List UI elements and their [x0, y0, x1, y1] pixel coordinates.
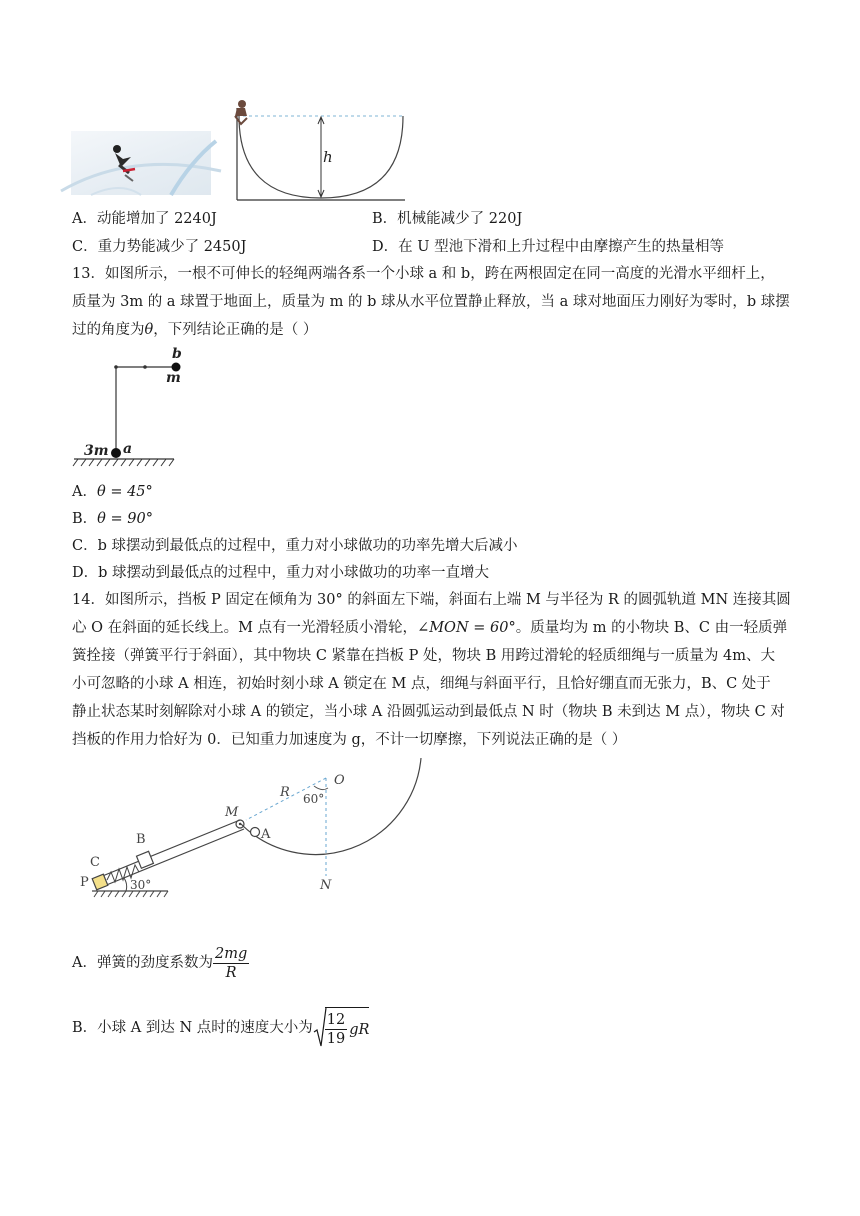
label-3m: 3m — [84, 443, 109, 459]
label-a: a — [123, 441, 133, 457]
q12-option-b: B．机械能减少了 220J — [372, 211, 523, 227]
label-B: B — [136, 832, 146, 847]
label-R: R — [280, 785, 290, 800]
fraction-2mg-over-R: $\frac{2mg}{R}$ — [214, 945, 248, 981]
snowboard-photo-art — [71, 131, 211, 195]
snowboard-photo — [71, 131, 211, 195]
q13-stem-line-1: 13．如图所示，一根不可伸长的轻绳两端各系一个小球 a 和 b，跨在两根固定在同一高度的光滑水平细杆上， — [72, 266, 775, 282]
q14-option-a: A．弹簧的劲度系数为 $\frac{2mg}{R}$ — [72, 945, 248, 981]
height-label: h — [323, 148, 333, 166]
q13-stem-line-3: 过的角度为θ，下列结论正确的是（ ） — [72, 322, 318, 338]
rope-pulley-diagram — [70, 345, 190, 467]
q14-stem-line-1: 14．如图所示，挡板 P 固定在倾角为 30° 的斜面左下端，斜面右上端 M 与半径为 R 的圆弧轨道 MN 连接其圆 — [72, 592, 791, 608]
q12-option-a: A．动能增加了 2240J — [72, 211, 217, 227]
q13-option-c: C．b 球摆动到最低点的过程中，重力对小球做功的功率先增大后减小 — [72, 538, 518, 554]
label-M: M — [225, 805, 239, 820]
label-angle: 60° — [303, 792, 325, 806]
q12-option-c: C．重力势能减少了 2450J — [72, 239, 247, 255]
label-P: P — [80, 875, 89, 890]
block-B — [137, 851, 154, 868]
label-incline-angle: 30° — [130, 878, 152, 892]
block-C — [92, 874, 108, 890]
theta-symbol: θ — [144, 322, 154, 338]
sqrt-expression: $\frac{12}{19}$ gR — [313, 1006, 370, 1050]
q14-stem-line-6: 挡板的作用力恰好为 0．已知重力加速度为 g，不计一切摩擦，下列说法正确的是（ ） — [72, 732, 627, 748]
ball-A — [251, 828, 260, 837]
ball-a — [111, 448, 121, 458]
q14-stem-line-2: 心 O 在斜面的延长线上。M 点有一光滑轻质小滑轮，∠MON = 60°。质量均为 m 的小物块 B、C 由一轻质弹 — [72, 620, 788, 636]
q13-option-b: B．θ = 90° — [72, 511, 153, 527]
q14-stem-line-3: 簧拴接（弹簧平行于斜面），其中物块 C 紧靠在挡板 P 处，物块 B 用跨过滑轮的轻质细绳与一质量为 4m、大 — [72, 648, 775, 664]
label-A: A — [261, 827, 271, 842]
label-b: b — [172, 346, 182, 362]
angle-mon: ∠MON = 60° — [417, 620, 516, 636]
label-N: N — [320, 878, 332, 893]
q14-option-b: B．小球 A 到达 N 点时的速度大小为 $\frac{12}{19}$ gR — [72, 1006, 369, 1050]
q13-option-d: D．b 球摆动到最低点的过程中，重力对小球做功的功率一直增大 — [72, 565, 490, 581]
label-C: C — [90, 855, 100, 870]
incline-arc-diagram — [80, 758, 440, 918]
q12-option-d: D．在 U 型池下滑和上升过程中由摩擦产生的热量相等 — [372, 239, 725, 255]
q14-stem-line-4: 小可忽略的小球 A 相连，初始时刻小球 A 锁定在 M 点，细绳与斜面平行，且恰好绷直而无张力，B、C 处于 — [72, 676, 771, 692]
q13-option-a: A．θ = 45° — [72, 484, 153, 500]
label-m: m — [166, 370, 181, 386]
q13-stem-line-2: 质量为 3m 的 a 球置于地面上，质量为 m 的 b 球从水平位置静止释放，当 a 球对地面压力刚好为零时，b 球摆 — [72, 294, 790, 310]
label-O: O — [334, 773, 345, 788]
q14-stem-line-5: 静止状态某时刻解除对小球 A 的锁定，当小球 A 沿圆弧运动到最低点 N 时（物块 B 未到达 M 点），物块 C 对 — [72, 704, 785, 720]
u-pipe-diagram — [225, 98, 410, 203]
